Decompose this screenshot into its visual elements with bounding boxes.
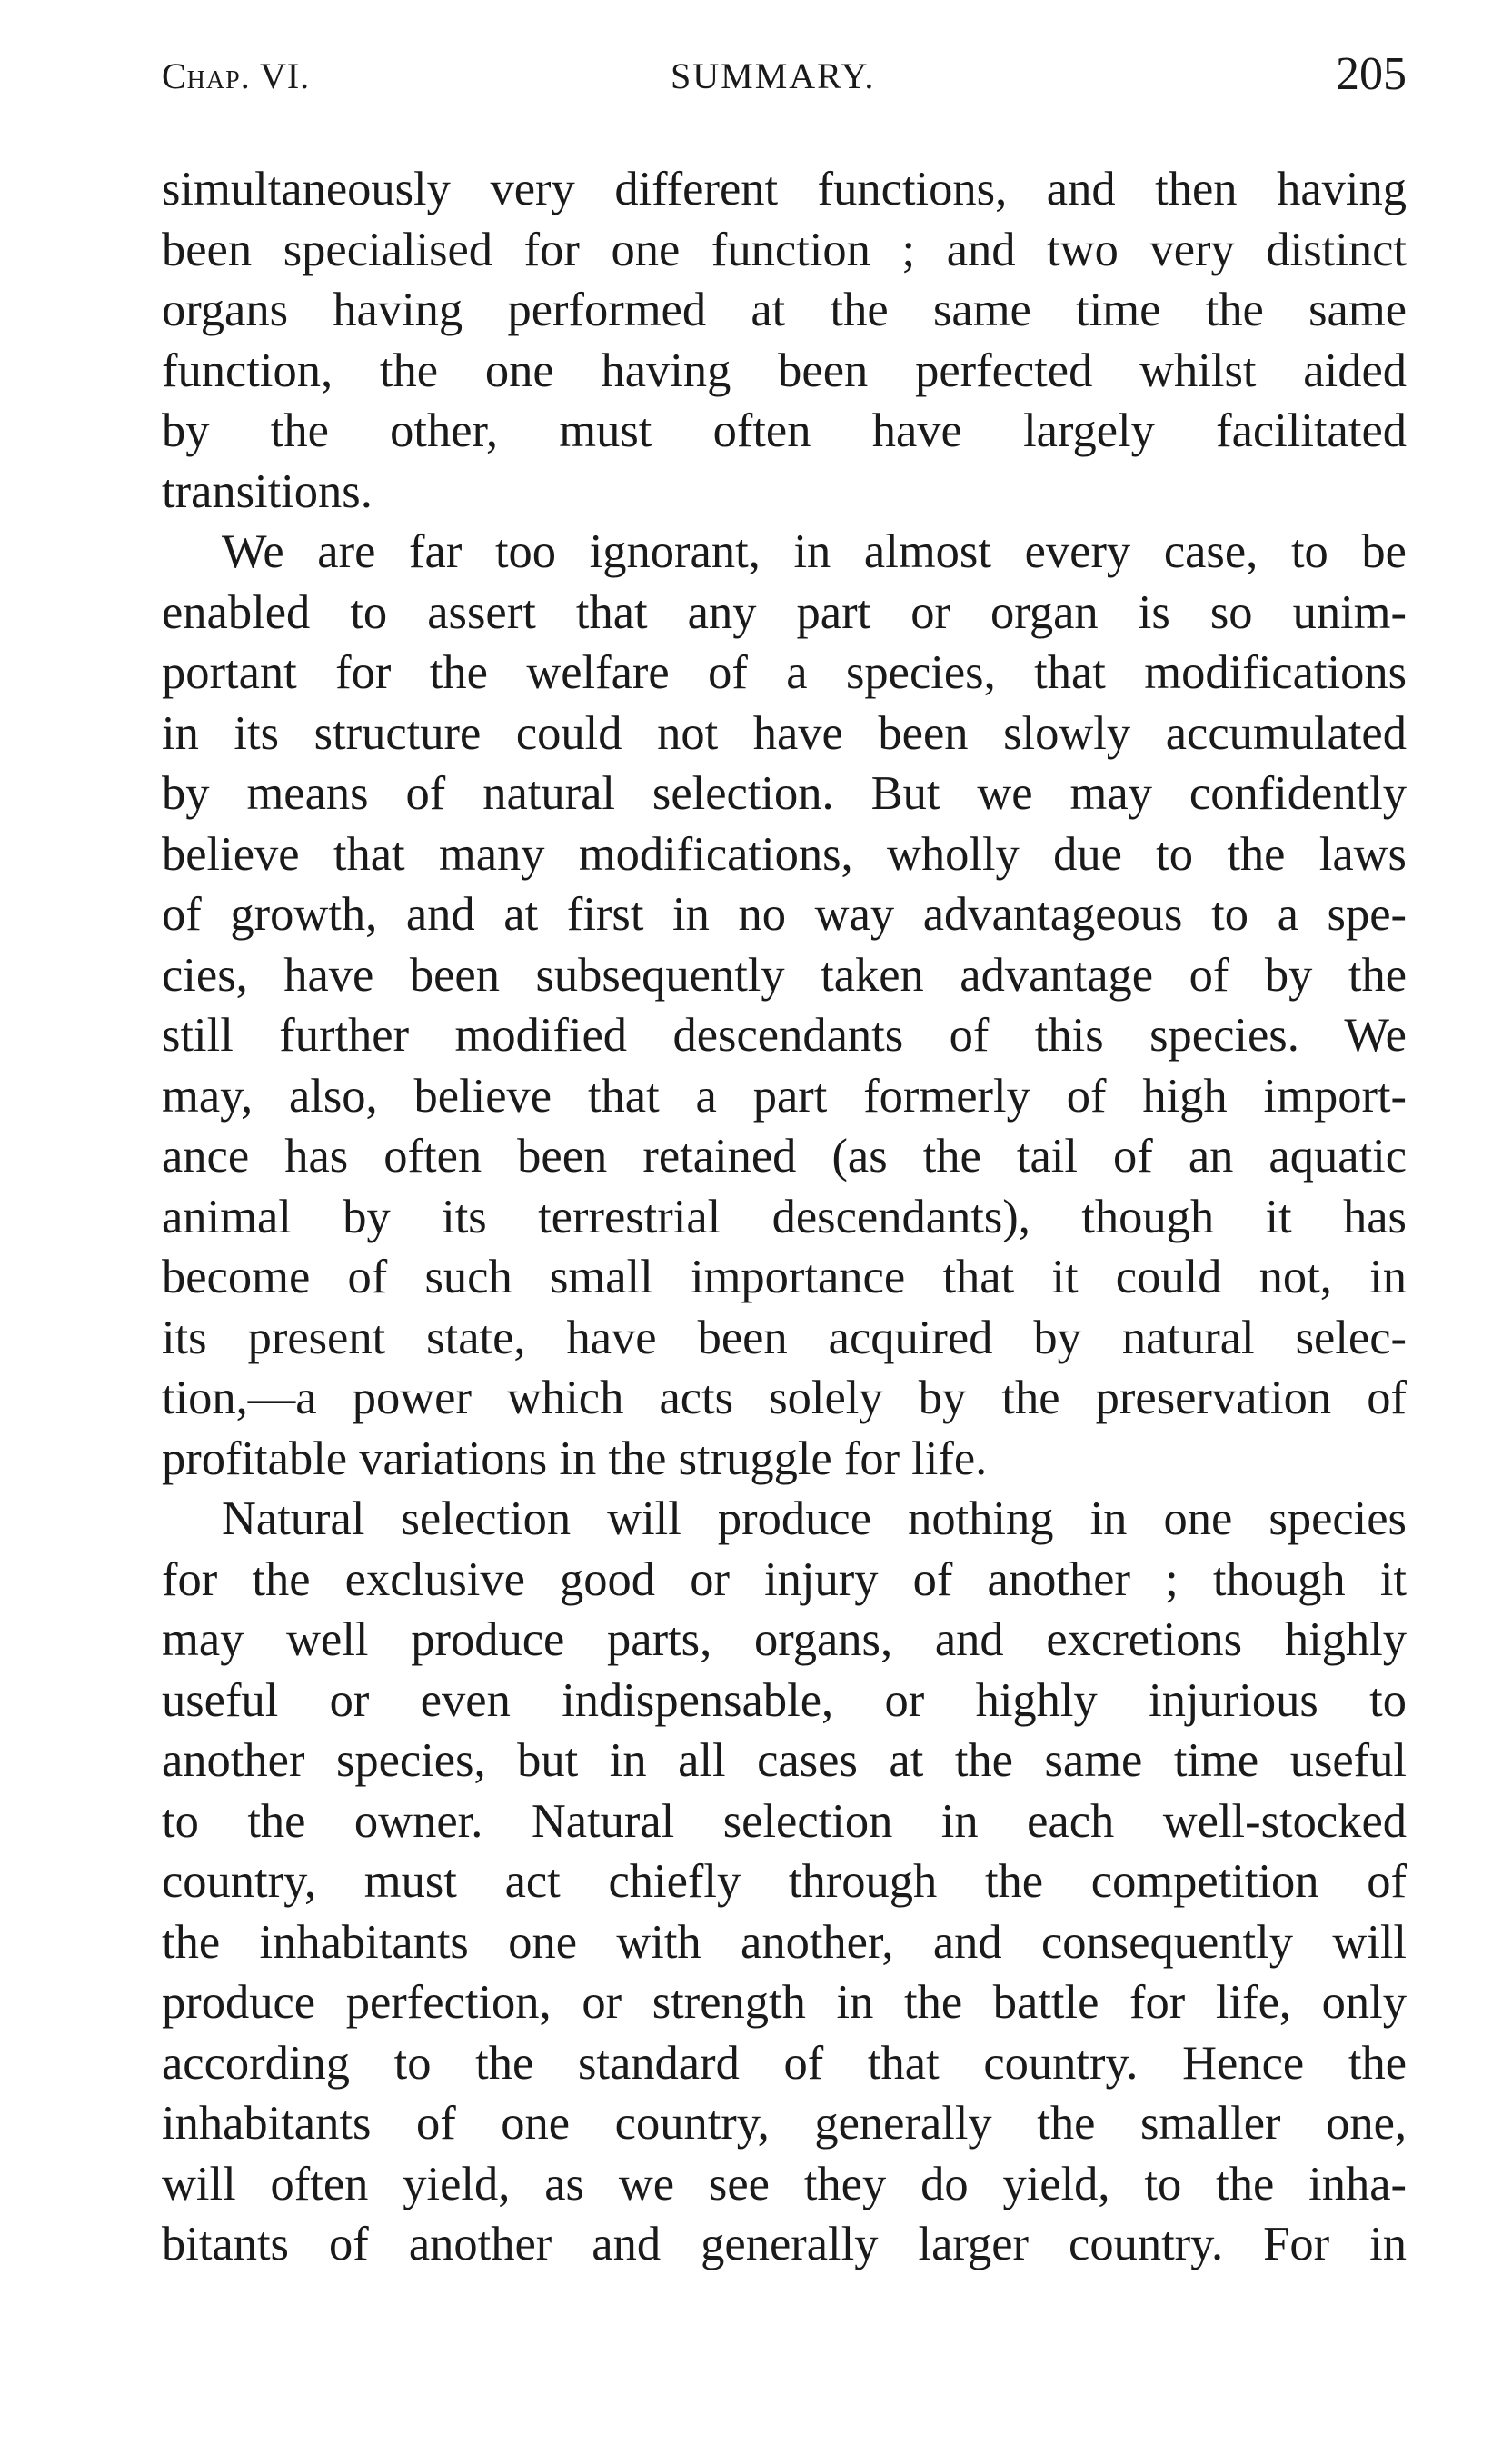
- text-line: for the exclusive good or injury of another ; though it: [162, 1552, 1407, 1606]
- text-line: will often yield, as we see they do yield, to the inha-: [162, 2157, 1407, 2210]
- text-line: cies, have been subsequently taken advantage of by the: [162, 948, 1407, 1002]
- chapter-label: Chap. VI.: [162, 55, 311, 96]
- text-line: produce perfection, or strength in the battle for life, only: [162, 1976, 1407, 2029]
- text-line: by the other, must often have largely facilitated: [162, 404, 1407, 457]
- text-line: to the owner. Natural selection in each well-stocked: [162, 1794, 1407, 1848]
- text-line: tion,—a power which acts solely by the preservation of: [162, 1372, 1407, 1424]
- text-line: still further modified descendants of this species. We: [162, 1009, 1407, 1062]
- text-line: country, must act chiefly through the competition of: [162, 1855, 1407, 1908]
- text-line: enabled to assert that any part or organ is so unim-: [162, 585, 1407, 639]
- text-line: ance has often been retained (as the tail of an aquatic: [162, 1130, 1407, 1183]
- text-line: function, the one having been perfected whilst aided: [162, 344, 1407, 397]
- text-line: been specialised for one function ; and two very distinct: [162, 223, 1407, 276]
- text-line: simultaneously very different functions, and then having: [162, 163, 1407, 215]
- text-line: believe that many modifications, wholly due to the laws: [162, 827, 1407, 881]
- text-line: another species, but in all cases at the same time useful: [162, 1734, 1407, 1787]
- text-line: in its structure could not have been slowly accumulated: [162, 706, 1407, 760]
- page-number: 205: [1336, 48, 1407, 100]
- text-line: become of such small importance that it could not, in: [162, 1251, 1407, 1303]
- text-line: by means of natural selection. But we may confidently: [162, 767, 1407, 820]
- text-line: of growth, and at first in no way advantageous to a spe-: [162, 888, 1407, 941]
- text-line: animal by its terrestrial descendants), though it has: [162, 1190, 1407, 1243]
- text-line: portant for the welfare of a species, that modifications: [162, 646, 1407, 699]
- body-text: [162, 159, 1407, 2275]
- text-line: may well produce parts, organs, and excretions highly: [162, 1613, 1407, 1666]
- section-title: SUMMARY.: [671, 55, 876, 96]
- text-line: according to the standard of that country. Hence the: [162, 2036, 1407, 2090]
- text-line: profitable variations in the struggle for life.: [162, 1432, 988, 1485]
- text-line: Natural selection will produce nothing in one species: [222, 1492, 1407, 1545]
- running-head: [162, 47, 1407, 111]
- text-line: its present state, have been acquired by natural selec-: [162, 1311, 1407, 1364]
- text-line: inhabitants of one country, generally the smaller one,: [162, 2097, 1407, 2150]
- text-line: useful or even indispensable, or highly injurious to: [162, 1673, 1407, 1727]
- text-line: organs having performed at the same time the same: [162, 284, 1407, 336]
- text-line: bitants of another and generally larger country. For in: [162, 2218, 1407, 2270]
- text-line: We are far too ignorant, in almost every case, to be: [222, 525, 1407, 578]
- text-line: may, also, believe that a part formerly of high import-: [162, 1069, 1407, 1123]
- text-line: the inhabitants one with another, and consequently will: [162, 1915, 1407, 1969]
- text-line: transitions.: [162, 464, 373, 518]
